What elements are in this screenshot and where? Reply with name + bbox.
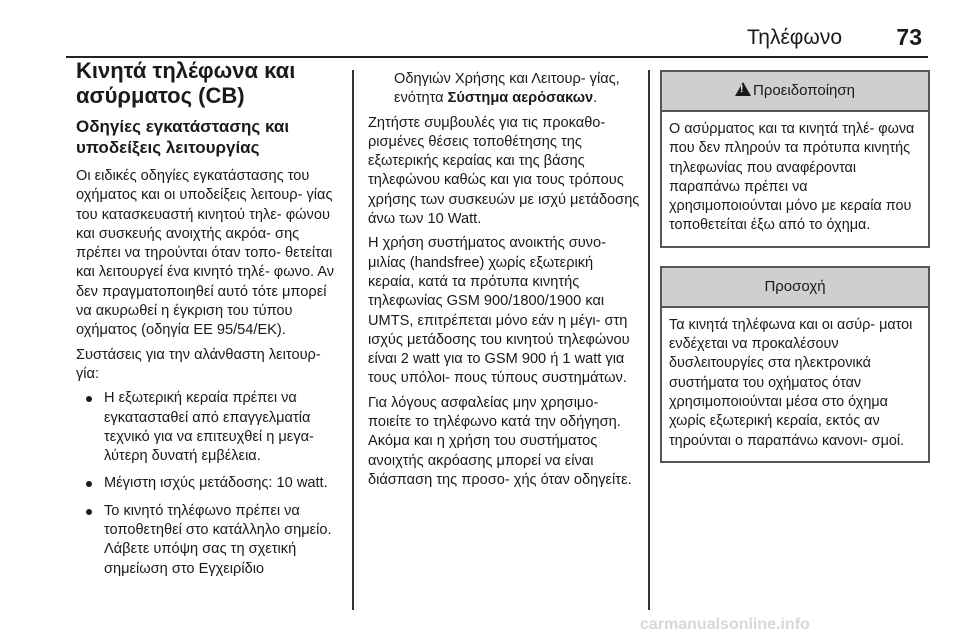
- recommendations-paragraph: Συστάσεις για την αλάνθαστη λειτουρ- γία:: [76, 346, 321, 382]
- manual-reference-paragraph: Οδηγιών Χρήσης και Λειτουρ- γίας, ενότητα Σύστημα αερόσακων.: [394, 71, 620, 107]
- right-column: [660, 70, 930, 481]
- warning-text: Ο ασύρματος και τα κινητά τηλέ- φωνα που δεν πληρούν τα πρότυπα κινητής τηλεφωνίας που αναφέρονται παραπάνω πρέπει να χρησιμοποιούνται μόνο με κεραία που τοποθετείται έξω από το όχημα.: [669, 121, 915, 234]
- bullet-icon: [86, 396, 92, 402]
- advice-paragraph: Ζητήστε συμβουλές για τις προκαθο- ρισμένες θέσεις τοποθέτησης της εξωτερικής κεραίας και της βάσης τηλεφώνου καθώς και για τους τρόπους χρήσης των συσκευών με ισχύ μετάδοσης άνω των 10 Watt.: [368, 114, 640, 228]
- caution-header: Προσοχή: [662, 268, 928, 308]
- list-item: Η εξωτερική κεραία πρέπει να εγκατασταθεί από επαγγελματία τεχνικό για να επιτευχθεί η μεγα- λύτερη δυνατή εμβέλεια.: [76, 389, 346, 466]
- column-divider-left: [352, 70, 354, 610]
- middle-column: [368, 70, 640, 495]
- warning-header: !Προειδοποίηση: [662, 72, 928, 112]
- column-divider-right: [648, 70, 650, 610]
- page-header: [66, 20, 928, 54]
- page-header-title: Τηλέφωνο: [746, 26, 842, 49]
- list-item: Μέγιστη ισχύς μετάδοσης: 10 watt.: [76, 474, 346, 493]
- warning-triangle-icon: [735, 82, 751, 96]
- airbag-section-reference: Σύστημα αερόσακων: [447, 90, 594, 107]
- caution-text: Τα κινητά τηλέφωνα και οι ασύρ- ματοι ενδέχεται να προκαλέσουν δυσλειτουργίες στα ηλεκτρονικά συστήματα του οχήματος όταν χρησιμοποιούνται μέσα στο όχημα χωρίς εξωτερική κεραία, εκτός αν τηρούνται ο παραπάνω κανονι- σμοί.: [669, 316, 913, 449]
- caution-box: [660, 266, 930, 463]
- intro-paragraph: Οι ειδικές οδηγίες εγκατάστασης του οχήματος και οι υποδείξεις λειτουρ- γίας του κατασκευαστή κινητού τηλε- φώνου και συσκευής ανοιχτής ακρόα- σης πρέπει να τηρούνται όταν τοπο- θετείται και λειτουργεί ένα κινητό τηλέ- φωνο. Αν δεν πραγματοποιηθεί αυτό τότε μπορεί να ακυρωθεί η έγκριση του τύπου οχήματος (οδηγία ΕΕ 95/54/ΕΚ).: [76, 168, 335, 339]
- section-heading: Κινητά τηλέφωνα και ασύρματος (CB): [76, 58, 296, 108]
- warning-box: [660, 70, 930, 248]
- recommendations-list: [76, 389, 346, 579]
- bullet-icon: [86, 509, 92, 515]
- list-item: Το κινητό τηλέφωνο πρέπει να τοποθετηθεί στο κατάλληλο σημείο. Λάβετε υπόψη σας τη σχετική σημείωση στο Εγχειρίδιο: [76, 502, 346, 579]
- page-number: 73: [896, 24, 922, 50]
- left-column: [76, 58, 346, 587]
- watermark: carmanualsonline.info: [640, 616, 810, 633]
- section-subheading: Οδηγίες εγκατάστασης και υποδείξεις λειτουργίας: [76, 117, 290, 157]
- bullet-icon: [86, 481, 92, 487]
- safety-paragraph: Για λόγους ασφαλείας μην χρησιμο- ποιείτε το τηλέφωνο κατά την οδήγηση. Ακόμα και η χρήση του συστήματος ανοιχτής ακρόασης μπορεί να είναι διάσπαση της προσο- χής όταν οδηγείτε.: [368, 394, 632, 488]
- handsfree-paragraph: Η χρήση συστήματος ανοικτής συνο- μιλίας (handsfree) χωρίς εξωτερική κεραία, κατά τα πρότυπα κινητής τηλεφωνίας GSM 900/1800/1900 και UMTS, επιτρέπεται μόνο εάν η μέγι- στη ισχύς μετάδοσης του κινητού τηλεφώνου είναι 2 watt για το GSM 900 ή 1 watt για τους υπόλοι- πους τύπους συστημάτων.: [368, 235, 630, 387]
